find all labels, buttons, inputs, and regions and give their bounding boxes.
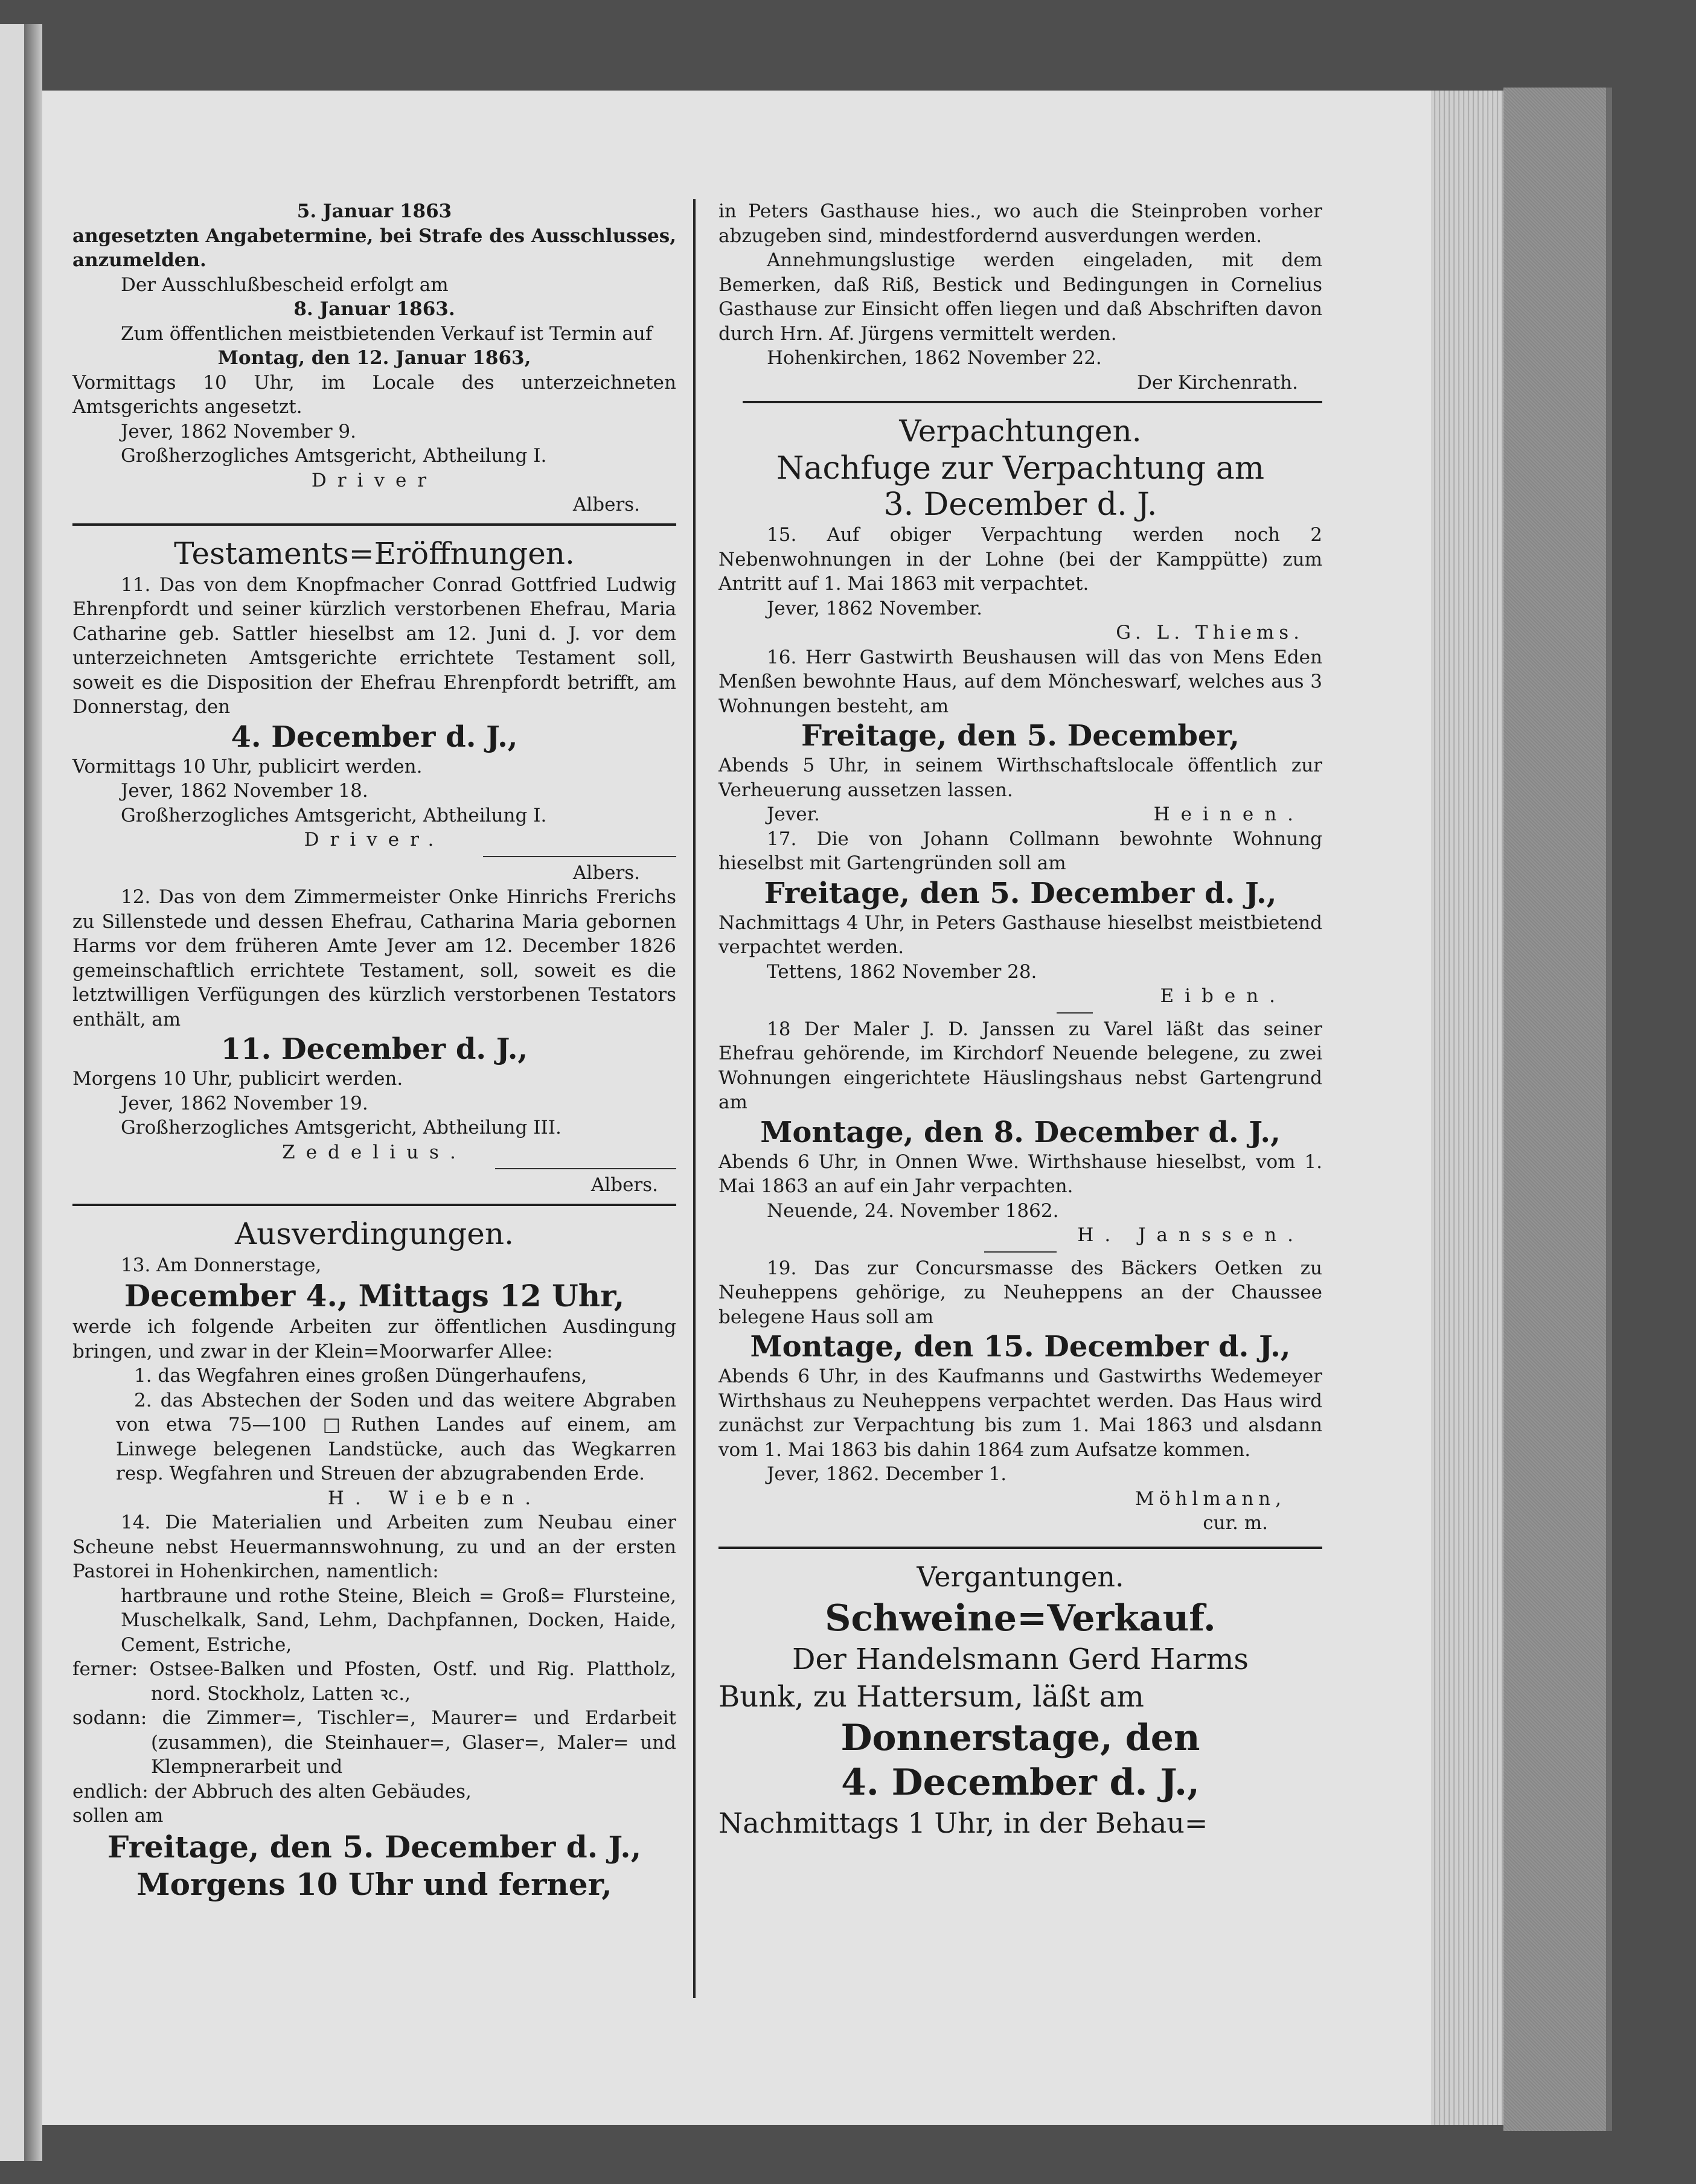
notice-18-text-2: Abends 6 Uhr, in Onnen Wwe. Wirthshause hieselbst, vom 1. Mai 1863 an auf ein Jahr verpachten. <box>718 1151 1322 1197</box>
left-t12-line: Jever, 1862 November 19. <box>121 1092 368 1114</box>
signature-rule <box>984 1251 1057 1253</box>
notice-18-date: Montage, den 8. December d. J., <box>760 1115 1281 1149</box>
notice-14-sollen: sollen am <box>72 1805 164 1827</box>
left-t11-line: Jever, 1862 November 18. <box>121 780 368 802</box>
notice-14-ferner: ferner: Ostsee-Balken und Pfosten, Ostf. und Rig. Plattholz, nord. Stockholz, Latten ꝛc., <box>72 1658 676 1705</box>
left-top-line: Vormittags 10 Uhr, im Locale des unterzeichneten Amtsgerichts angesetzt. <box>72 371 676 418</box>
signature-rule <box>483 856 676 857</box>
section-rule <box>72 1204 676 1206</box>
left-t11-line: Vormittags 10 Uhr, publicirt werden. <box>72 755 423 777</box>
left-top-line: 5. Januar 1863 <box>296 200 452 222</box>
left-top-line: Jever, 1862 November 9. <box>121 420 356 442</box>
notice-14-date-1: Freitage, den 5. December d. J., <box>107 1828 642 1865</box>
notice-19-signature-2: cur. m. <box>1203 1512 1268 1534</box>
section-header-ausverdingungen: Ausverdingungen. <box>234 1216 514 1251</box>
schweine-date-1: Donnerstage, den <box>840 1716 1200 1759</box>
notice-14-endlich: endlich: der Abbruch des alten Gebäudes, <box>72 1780 472 1802</box>
notice-16-date: Freitage, den 5. December, <box>801 719 1240 753</box>
schweine-verkauf-title: Schweine=Verkauf. <box>825 1597 1216 1640</box>
notice-13-item-2: 2. das Abstechen der Soden und das weitere Abgraben von etwa 75—100 □Ruthen Landes auf einem, am Linwege belegenen Landstücke, auch das Wegkarren resp. Wegfahren und Streuen der abzugrabenden Erde. <box>116 1389 676 1484</box>
notice-16-footer <box>718 802 1322 827</box>
notice-16-text: 16. Herr Gastwirth Beushausen will das von Mens Eden Menßen bewohnte Haus, auf dem Möncheswarf, welches aus 3 Wohnungen besteht, am <box>718 646 1322 717</box>
testament-notice-12 <box>72 885 676 1164</box>
kirchenrath-text-2: Annehmungslustige werden eingeladen, mit dem Bemerken, daß Riß, Bestick und Bedingungen in Cornelius Gasthause zur Einsicht offen liegen und daß Abschriften davon durch Hrn. Af. Jürgens vermittelt werden. <box>718 249 1322 345</box>
kirchenrath-signature: Der Kirchenrath. <box>1137 371 1298 394</box>
left-top-line: Montag, den 12. Januar 1863, <box>217 347 531 369</box>
notice-17-text: 17. Die von Johann Collmann bewohnte Wohnung hieselbst mit Gartengründen soll am <box>718 828 1322 874</box>
nachfuge-title-2: 3. December d. J. <box>883 487 1157 523</box>
signature-albers-3: Albers. <box>590 1174 658 1196</box>
notice-16-text-2: Abends 5 Uhr, in seinem Wirthschaftslocale öffentlich zur Verheuerung aussetzen lassen. <box>718 755 1322 801</box>
notice-15-place: Jever, 1862 November. <box>767 597 982 619</box>
notice-14-intro: 14. Die Materialien und Arbeiten zum Neubau einer Scheune nebst Heuermannswohnung, zu und an der ersten Pastorei in Hohenkirchen, namentlich: <box>72 1512 676 1582</box>
notice-15-text: 15. Auf obiger Verpachtung werden noch 2 Nebenwohnungen in der Lohne (bei der Kamppütte) zum Antritt auf 1. Mai 1863 mit verpachtet. <box>718 524 1322 595</box>
right-column <box>718 199 1322 1841</box>
left-t11-line: 11. Das von dem Knopfmacher Conrad Gottfried Ludwig Ehrenpfordt und seiner kürzlich verstorbenen Ehefrau, Maria Catharine geb. Sattler hieselbst am 12. Juni d. J. vor dem unterzeichneten Amtsgerichte errichtete Testament soll, soweit es die Disposition der Ehefrau Ehrenpfordt betrifft, am Donnerstag, den <box>72 573 676 718</box>
left-t12-line: Zedelius. <box>282 1141 467 1163</box>
section-rule <box>718 1547 1322 1549</box>
section-header-verpachtungen: Verpachtungen. <box>899 413 1142 449</box>
notice-14-sodann: sodann: die Zimmer=, Tischler=, Maurer= und Erdarbeit (zusammen), die Steinhauer=, Glaser=, Maler= und Klempnerarbeit und <box>72 1707 676 1778</box>
signature-albers-2: Albers. <box>572 861 640 884</box>
left-top-line: Großherzogliches Amtsgericht, Abtheilung I. <box>121 445 547 467</box>
notice-17-text-2: Nachmittags 4 Uhr, in Peters Gasthause hieselbst meistbietend verpachtet werden. <box>718 912 1322 958</box>
testament-notice-11 <box>72 573 676 852</box>
section-rule <box>743 401 1322 403</box>
schweine-text-3: Nachmittags 1 Uhr, in der Behau= <box>718 1806 1208 1839</box>
notice-15-signature: G. L. Thiems. <box>1116 622 1304 643</box>
page-stack-edges <box>1431 91 1503 2125</box>
left-column <box>72 199 676 1903</box>
kirchenrath-text-1: in Peters Gasthause hies., wo auch die Steinproben vorher abzugeben sind, mindestfordernd ausverdungen werden. <box>718 200 1322 247</box>
nachfuge-title-1: Nachfuge zur Verpachtung am <box>776 450 1265 487</box>
notice-13-signature: H. Wieben. <box>327 1487 542 1509</box>
left-t12-line: 11. December d. J., <box>220 1032 528 1066</box>
notice-14-materials: hartbraune und rothe Steine, Bleich = Groß= Flursteine, Muschelkalk, Sand, Lehm, Dachpfannen, Docken, Haide, Cement, Estriche, <box>121 1585 676 1656</box>
left-t12-line: Morgens 10 Uhr, publicirt werden. <box>72 1068 403 1090</box>
signature-rule <box>1057 1012 1093 1014</box>
notice-17-signature: Eiben. <box>1160 985 1286 1007</box>
schweine-text-2: Bunk, zu Hattersum, läßt am <box>718 1679 1144 1714</box>
notice-13-item-1: 1. das Wegfahren eines großen Düngerhaufens, <box>134 1365 587 1387</box>
left-top-line: Driver <box>311 469 438 491</box>
book-cover <box>1503 88 1606 2131</box>
schweine-text-1: Der Handelsmann Gerd Harms <box>792 1642 1249 1676</box>
left-top-line: 8. Januar 1863. <box>293 298 455 320</box>
notice-17-date: Freitage, den 5. December d. J., <box>764 876 1277 910</box>
notice-18-signature: H. Janssen. <box>1077 1224 1304 1246</box>
notice-19-signature-1: Möhlmann, <box>1135 1487 1286 1510</box>
left-t11-line: Großherzogliches Amtsgericht, Abtheilung I. <box>121 804 547 826</box>
notice-19-text: 19. Das zur Concursmasse des Bäckers Oetken zu Neuheppens gehörige, zu Neuheppens an der Chaussee belegene Haus soll am <box>718 1257 1322 1328</box>
notice-18-text: 18 Der Maler J. D. Janssen zu Varel läßt das seiner Ehefrau gehörende, im Kirchdorf Neuende belegene, zu zwei Wohnungen eingerichtete Häuslingshaus nebst Gartengrund am <box>718 1018 1322 1113</box>
left-t12-line: 12. Das von dem Zimmermeister Onke Hinrichs Frerichs zu Sillenstede und dessen Ehefrau, Catharina Maria gebornen Harms vor dem früheren Amte Jever am 12. December 1826 gemeinschaftlich errichtete Testament, soll, soweit es die letztwilligen Verfügungen des kürzlich verstorbenen Testators enthält, am <box>72 886 676 1030</box>
kirchenrath-place: Hohenkirchen, 1862 November 22. <box>767 347 1102 369</box>
section-header-vergantungen: Vergantungen. <box>917 1560 1124 1593</box>
notice-19-date: Montage, den 15. December d. J., <box>750 1330 1291 1364</box>
left-t11-line: Driver. <box>304 829 445 851</box>
notice-13-text: werde ich folgende Arbeiten zur öffentlichen Ausdingung bringen, und zwar in der Klein=Moorwarfer Allee: <box>72 1316 676 1362</box>
left-t12-line: Großherzogliches Amtsgericht, Abtheilung III. <box>121 1117 562 1138</box>
section-rule <box>72 523 676 526</box>
notice-16-signature: Heinen. <box>1153 803 1304 825</box>
notice-19-place: Jever, 1862. December 1. <box>767 1463 1007 1485</box>
section-header-testamente: Testaments=Eröffnungen. <box>174 535 575 571</box>
left-top-line: Zum öffentlichen meistbietenden Verkauf ist Termin auf <box>121 322 653 345</box>
column-divider <box>693 199 696 1998</box>
notice-14-date-2: Morgens 10 Uhr und ferner, <box>136 1866 612 1902</box>
notice-18-place: Neuende, 24. November 1862. <box>767 1199 1059 1222</box>
notice-19-text-2: Abends 6 Uhr, in des Kaufmanns und Gastwirths Wedemeyer Wirthshaus zu Neuheppens verpachtet werden. Das Haus wird zunächst zur Verpachtung bis zum 1. Mai 1863 und alsdann vom 1. Mai 1863 bis dahin 1864 zum Aufsatze kommen. <box>718 1365 1322 1461</box>
binding-shadow <box>24 24 42 2161</box>
left-top-line: Der Ausschlußbescheid erfolgt am <box>121 273 449 296</box>
notice-13-date: December 4., Mittags 12 Uhr, <box>124 1278 625 1314</box>
left-t11-line: 4. December d. J., <box>231 720 518 754</box>
signature-albers-1: Albers. <box>572 494 640 516</box>
book-cover-edge <box>1606 88 1612 2131</box>
schweine-date-2: 4. December d. J., <box>841 1761 1200 1804</box>
facing-page-edge <box>0 24 24 2161</box>
notice-17-place: Tettens, 1862 November 28. <box>767 960 1037 983</box>
amtsgericht-notice <box>72 199 676 493</box>
notice-13-intro: 13. Am Donnerstage, <box>121 1254 322 1276</box>
left-top-line: angesetzten Angabetermine, bei Strafe des Ausschlusses, anzumelden. <box>72 225 676 271</box>
notice-16-place: Jever. <box>767 803 820 825</box>
signature-rule <box>495 1168 676 1169</box>
